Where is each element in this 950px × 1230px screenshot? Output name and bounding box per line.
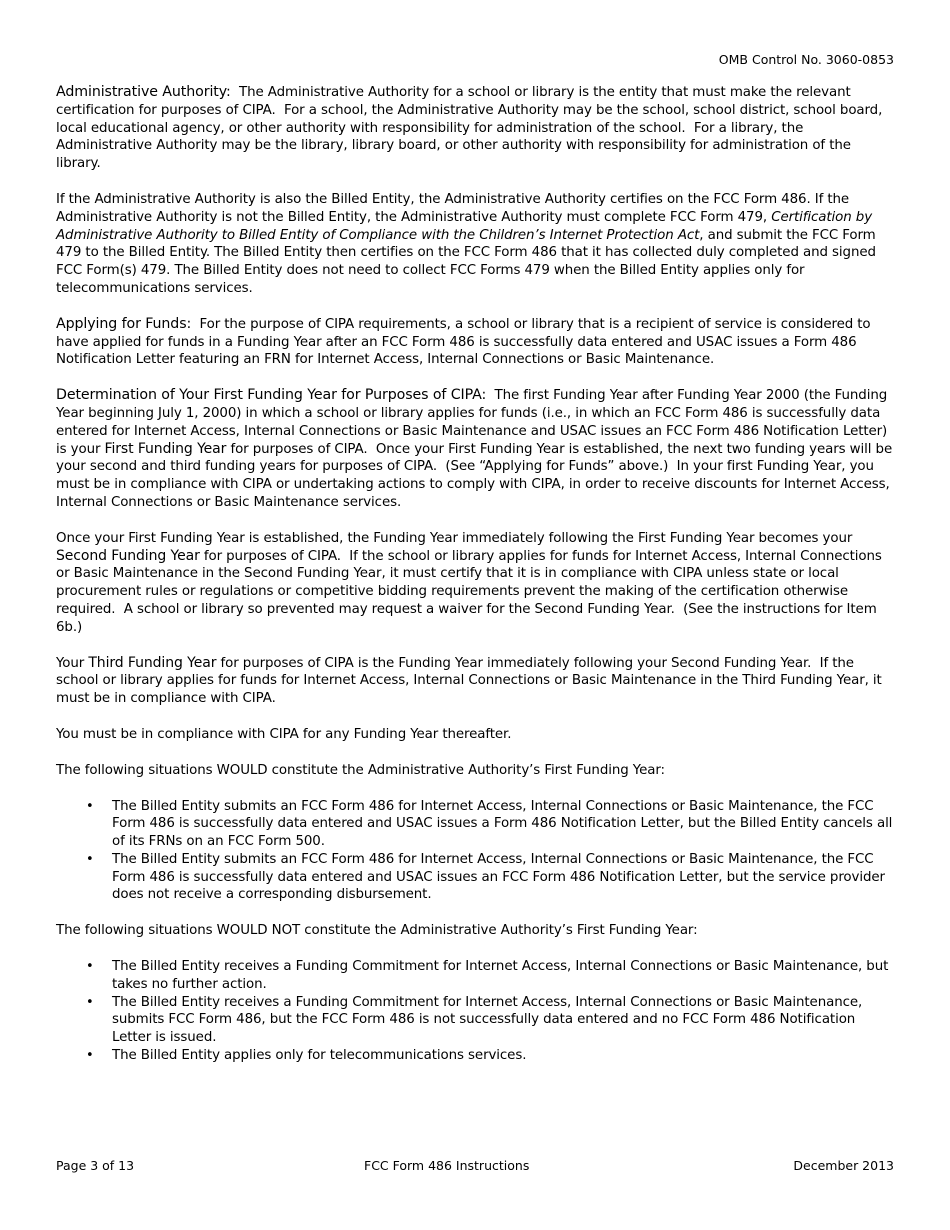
determination-text-1: The first Funding Year after Funding Year 2000 (the Funding Year beginning July 1, 2000) in which a school or library applies for funds (i.e., in which an FCC Form 486 is successfully data entered for Internet Access, Internal Connections or Basic Maintenance and USAC issues an FCC Form 486 Notification Letter) is your xyxy=(56,388,892,457)
second-funding-year-term: Second Funding Year xyxy=(56,547,200,564)
admin-authority-paragraph xyxy=(56,84,894,173)
second-year-text-1: Once your First Funding Year is established, the Funding Year immediately following the First Funding Year becomes your xyxy=(56,530,853,546)
list-item: • The Billed Entity submits an FCC Form 486 for Internet Access, Internal Connections or Basic Maintenance, the FCC Form 486 is successfully data entered and USAC issues a Form 486 Notification Letter, but the Billed Entity cancels all of its FRNs on an FCC Form 500. xyxy=(112,798,894,851)
applying-heading: Applying for Funds: xyxy=(56,315,192,332)
second-year-paragraph xyxy=(56,530,894,637)
third-funding-year-term: Third Funding Year xyxy=(88,654,217,671)
document-date: December 2013 xyxy=(793,1158,894,1173)
would-not-intro: The following situations WOULD NOT constitute the Administrative Authority’s First Funding Year: xyxy=(56,923,698,939)
applying-text: For the purpose of CIPA requirements, a school or library that is a recipient of service is considered to have applied for funds in a Funding Year after an FCC Form 486 is successfully data entered and USAC issues a Form 486 Notification Letter featuring an FRN for Internet Access, Internal Connections or Basic Maintenance. xyxy=(56,316,875,368)
thereafter-paragraph: You must be in compliance with CIPA for any Funding Year thereafter. xyxy=(56,726,512,742)
third-year-text-2: for purposes of CIPA is the Funding Year immediately following your Second Funding Year. If the school or library applies for funds for Internet Access, Internal Connections or Basic Maintenance in the Third Funding Year, it must be in compliance with CIPA. xyxy=(56,655,886,707)
admin-authority-heading: Administrative Authority: xyxy=(56,84,231,100)
determination-heading: Determination of Your First Funding Year for Purposes of CIPA: xyxy=(56,387,487,404)
document-page xyxy=(56,0,897,1230)
admin-authority-text: The Administrative Authority for a school or library is the entity that must make the relevant certification for purposes of CIPA. For a school, the Administrative Authority may be the school, school district, school board, local educational agency, or other authority with responsibility for administration of the school. For a library, the Administrative Authority may be the library, library board, or other authority with responsibility for administration of the library. xyxy=(56,85,887,172)
second-year-text-2: for purposes of CIPA. If the school or library applies for funds for Internet Access, Internal Connections or Basic Maintenance in the Second Funding Year, it must certify that it is in compliance with CIPA unless state or local procurement rules or regulations or competitive bidding requirements prevent the making of the certification otherwise required. A school or library so prevented may request a waiver for the Second Funding Year. (See the instructions for Item 6b.) xyxy=(56,548,886,635)
list-item: • The Billed Entity receives a Funding Commitment for Internet Access, Internal Connections or Basic Maintenance, but takes no further action. xyxy=(112,958,894,994)
list-item: • The Billed Entity applies only for telecommunications services. xyxy=(112,1047,894,1065)
determination-paragraph xyxy=(56,387,897,512)
third-year-text-1: Your xyxy=(56,655,89,671)
determination-text-2: for purposes of CIPA. Once your First Funding Year is established, the next two funding years will be your second and third funding years for purposes of CIPA. (See “Applying for Funds” above.) In your first Funding Year, you must be in compliance with CIPA or undertaking actions to comply with CIPA, in order to receive discounts for Internet Access, Internal Connections or Basic Maintenance services. xyxy=(56,441,897,510)
form-479-title: Certification by Administrative Authority to Billed Entity of Compliance with the Children’s Internet Protection Act xyxy=(56,209,873,243)
billed-entity-text-1: If the Administrative Authority is also the Billed Entity, the Administrative Authority certifies on the FCC Form 486. If the Administrative Authority is not the Billed Entity, the Administrative Authority must complete FCC Form 479, xyxy=(56,191,850,225)
document-body xyxy=(56,84,897,1083)
billed-entity-text-2: , and submit the FCC Form 479 to the Billed Entity. The Billed Entity then certifies on the FCC Form 486 that it has collected duly completed and signed FCC Form(s) 479. The Billed Entity does not need to collect FCC Forms 479 when the Billed Entity applies only for telecommunications services. xyxy=(56,227,876,296)
document-title: FCC Form 486 Instructions xyxy=(364,1158,530,1173)
billed-entity-paragraph xyxy=(56,191,894,298)
omb-control-number: OMB Control No. 3060-0853 xyxy=(718,52,894,67)
list-item: • The Billed Entity receives a Funding Commitment for Internet Access, Internal Connections or Basic Maintenance, submits FCC Form 486, but the FCC Form 486 is not successfully data entered and no FCC Form 486 Notification Letter is issued. xyxy=(112,994,894,1047)
page-number: Page 3 of 13 xyxy=(56,1158,135,1173)
would-list xyxy=(56,798,894,905)
list-item: • The Billed Entity submits an FCC Form 486 for Internet Access, Internal Connections or Basic Maintenance, the FCC Form 486 is successfully data entered and USAC issues an FCC Form 486 Notification Letter, but the service provider does not receive a corresponding disbursement. xyxy=(112,851,894,904)
would-intro: The following situations WOULD constitute the Administrative Authority’s First Funding Year: xyxy=(56,762,665,778)
applying-paragraph xyxy=(56,316,894,369)
first-funding-year-term: First Funding Year xyxy=(104,440,227,457)
third-year-paragraph xyxy=(56,655,894,708)
would-not-list xyxy=(56,958,894,1065)
